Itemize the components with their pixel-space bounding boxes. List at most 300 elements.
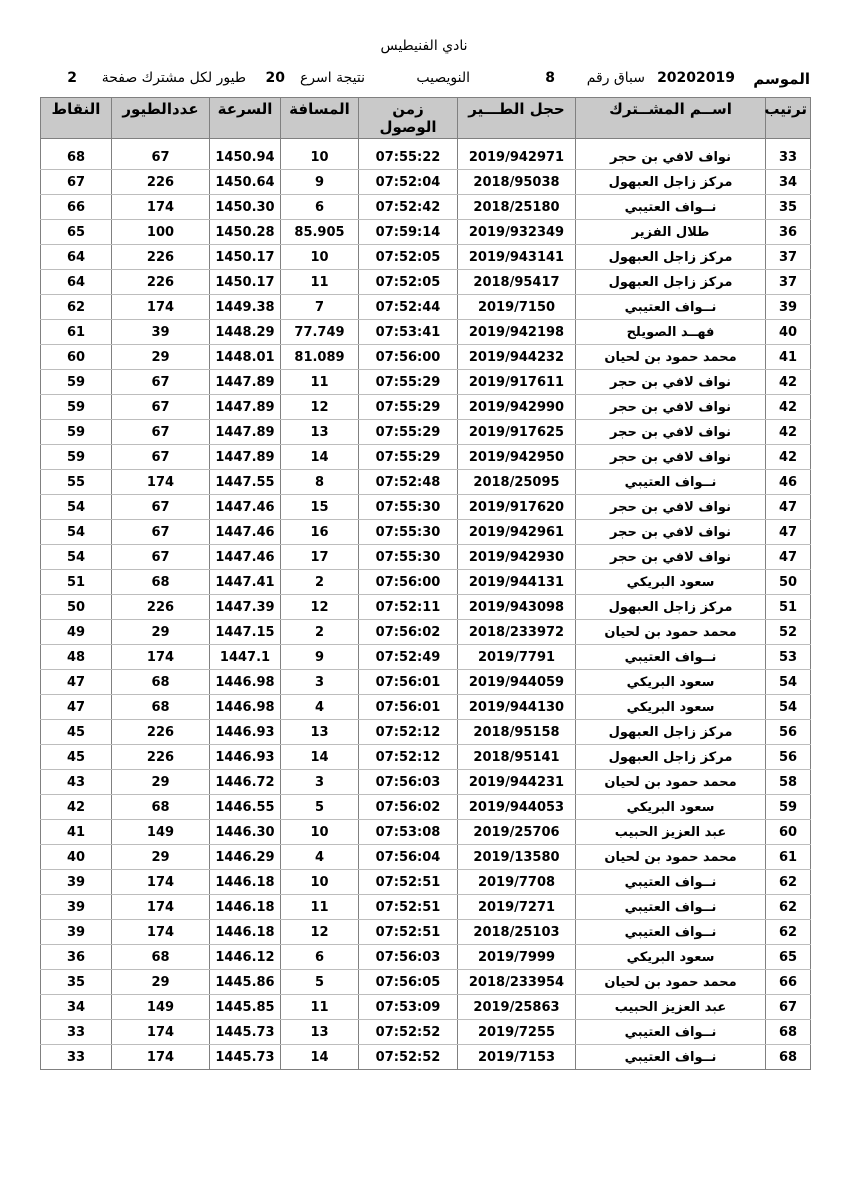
ring-number-cell: 2019/25863: [458, 995, 576, 1020]
arrival-time-cell: 07:55:30: [359, 495, 458, 520]
bird-count-cell: 67: [112, 370, 210, 395]
ring-number-cell: 2019/942930: [458, 545, 576, 570]
rank-cell: 47: [766, 495, 811, 520]
table-row: [41, 595, 811, 620]
bird-count-cell: 174: [112, 470, 210, 495]
rank-cell: 37: [766, 270, 811, 295]
distance-cell: 6: [281, 195, 359, 220]
col-header-points: النقاط: [41, 98, 112, 139]
rank-cell: 59: [766, 795, 811, 820]
points-cell: 41: [41, 820, 112, 845]
points-cell: 67: [41, 170, 112, 195]
distance-cell: 12: [281, 595, 359, 620]
arrival-time-cell: 07:55:29: [359, 420, 458, 445]
results-table: [40, 97, 811, 1070]
race-info-bar: [40, 70, 810, 90]
points-cell: 59: [41, 370, 112, 395]
speed-cell: 1447.89: [210, 395, 281, 420]
ring-number-cell: 2018/95141: [458, 745, 576, 770]
member-name-cell: سعود البريكي: [576, 570, 766, 595]
bird-count-cell: 29: [112, 970, 210, 995]
bird-count-cell: 68: [112, 670, 210, 695]
table-row: [41, 570, 811, 595]
arrival-time-cell: 07:59:14: [359, 220, 458, 245]
rank-cell: 42: [766, 370, 811, 395]
distance-cell: 11: [281, 995, 359, 1020]
member-name-cell: سعود البريكي: [576, 795, 766, 820]
ring-number-cell: 2019/7708: [458, 870, 576, 895]
speed-cell: 1447.89: [210, 420, 281, 445]
arrival-time-cell: 07:52:11: [359, 595, 458, 620]
arrival-time-cell: 07:55:30: [359, 545, 458, 570]
member-name-cell: نواف لافي بن حجر: [576, 145, 766, 170]
speed-cell: 1450.17: [210, 245, 281, 270]
distance-cell: 4: [281, 695, 359, 720]
arrival-time-cell: 07:52:04: [359, 170, 458, 195]
distance-cell: 11: [281, 895, 359, 920]
table-row: [41, 1020, 811, 1045]
distance-cell: 3: [281, 770, 359, 795]
speed-cell: 1450.64: [210, 170, 281, 195]
bird-count-cell: 67: [112, 395, 210, 420]
distance-cell: 81.089: [281, 345, 359, 370]
member-name-cell: نواف لافي بن حجر: [576, 395, 766, 420]
rank-cell: 39: [766, 295, 811, 320]
rank-cell: 62: [766, 870, 811, 895]
ring-number-cell: 2018/25180: [458, 195, 576, 220]
rank-cell: 40: [766, 320, 811, 345]
speed-cell: 1446.98: [210, 670, 281, 695]
rank-cell: 68: [766, 1020, 811, 1045]
rank-cell: 62: [766, 895, 811, 920]
ring-number-cell: 2019/944059: [458, 670, 576, 695]
bird-count-cell: 29: [112, 345, 210, 370]
arrival-time-cell: 07:52:51: [359, 870, 458, 895]
distance-cell: 3: [281, 670, 359, 695]
rank-cell: 62: [766, 920, 811, 945]
ring-number-cell: 2019/943098: [458, 595, 576, 620]
bird-count-cell: 149: [112, 995, 210, 1020]
speed-cell: 1445.73: [210, 1045, 281, 1070]
distance-cell: 13: [281, 1020, 359, 1045]
distance-cell: 11: [281, 270, 359, 295]
club-title: نادي الفنيطيس: [380, 38, 468, 54]
arrival-time-cell: 07:53:41: [359, 320, 458, 345]
arrival-time-cell: 07:52:05: [359, 270, 458, 295]
bird-count-cell: 68: [112, 945, 210, 970]
speed-cell: 1448.01: [210, 345, 281, 370]
season-value: 20202019: [657, 70, 735, 86]
distance-cell: 5: [281, 795, 359, 820]
points-cell: 42: [41, 795, 112, 820]
points-cell: 61: [41, 320, 112, 345]
fastest-count: 20: [265, 70, 285, 86]
speed-cell: 1446.18: [210, 895, 281, 920]
speed-cell: 1446.29: [210, 845, 281, 870]
member-name-cell: نواف لافي بن حجر: [576, 495, 766, 520]
points-cell: 50: [41, 595, 112, 620]
table-row: [41, 495, 811, 520]
table-row: [41, 745, 811, 770]
member-name-cell: عبد العزيز الحبيب: [576, 995, 766, 1020]
rank-cell: 50: [766, 570, 811, 595]
bird-count-cell: 174: [112, 920, 210, 945]
arrival-time-cell: 07:55:22: [359, 145, 458, 170]
bird-count-cell: 174: [112, 645, 210, 670]
points-cell: 64: [41, 245, 112, 270]
points-cell: 62: [41, 295, 112, 320]
table-row: [41, 620, 811, 645]
speed-cell: 1450.94: [210, 145, 281, 170]
race-number-value: 8: [545, 70, 555, 86]
ring-number-cell: 2019/932349: [458, 220, 576, 245]
speed-cell: 1450.28: [210, 220, 281, 245]
bird-count-cell: 67: [112, 495, 210, 520]
points-cell: 36: [41, 945, 112, 970]
speed-cell: 1445.73: [210, 1020, 281, 1045]
speed-cell: 1447.39: [210, 595, 281, 620]
table-row: [41, 520, 811, 545]
distance-cell: 15: [281, 495, 359, 520]
speed-cell: 1445.85: [210, 995, 281, 1020]
rank-cell: 68: [766, 1045, 811, 1070]
speed-cell: 1447.46: [210, 495, 281, 520]
distance-cell: 5: [281, 970, 359, 995]
arrival-time-cell: 07:56:04: [359, 845, 458, 870]
points-cell: 49: [41, 620, 112, 645]
bird-count-cell: 149: [112, 820, 210, 845]
arrival-time-cell: 07:55:29: [359, 395, 458, 420]
member-name-cell: طلال الفزير: [576, 220, 766, 245]
points-cell: 33: [41, 1045, 112, 1070]
result-label: نتيجة اسرع: [299, 70, 365, 86]
member-name-cell: نــواف العتيبي: [576, 195, 766, 220]
arrival-time-cell: 07:55:29: [359, 445, 458, 470]
distance-cell: 7: [281, 295, 359, 320]
arrival-time-cell: 07:52:12: [359, 745, 458, 770]
member-name-cell: نواف لافي بن حجر: [576, 420, 766, 445]
ring-number-cell: 2019/917611: [458, 370, 576, 395]
rank-cell: 46: [766, 470, 811, 495]
member-name-cell: نــواف العتيبي: [576, 920, 766, 945]
ring-number-cell: 2018/25095: [458, 470, 576, 495]
member-name-cell: نواف لافي بن حجر: [576, 370, 766, 395]
points-cell: 54: [41, 495, 112, 520]
points-cell: 47: [41, 695, 112, 720]
bird-count-cell: 39: [112, 320, 210, 345]
arrival-time-cell: 07:56:01: [359, 695, 458, 720]
arrival-time-cell: 07:53:09: [359, 995, 458, 1020]
distance-cell: 14: [281, 745, 359, 770]
table-row: [41, 445, 811, 470]
ring-number-cell: 2019/944130: [458, 695, 576, 720]
table-row: [41, 670, 811, 695]
bird-count-cell: 226: [112, 720, 210, 745]
ring-number-cell: 2018/233972: [458, 620, 576, 645]
arrival-time-cell: 07:56:05: [359, 970, 458, 995]
ring-number-cell: 2019/917625: [458, 420, 576, 445]
table-row: [41, 995, 811, 1020]
rank-cell: 54: [766, 695, 811, 720]
member-name-cell: نواف لافي بن حجر: [576, 545, 766, 570]
points-cell: 45: [41, 745, 112, 770]
speed-cell: 1450.17: [210, 270, 281, 295]
points-cell: 43: [41, 770, 112, 795]
ring-number-cell: 2019/944232: [458, 345, 576, 370]
speed-cell: 1450.30: [210, 195, 281, 220]
col-header-rank: ترتيب: [766, 98, 811, 139]
bird-count-cell: 174: [112, 295, 210, 320]
distance-cell: 85.905: [281, 220, 359, 245]
ring-number-cell: 2019/944053: [458, 795, 576, 820]
distance-cell: 12: [281, 395, 359, 420]
arrival-time-cell: 07:55:29: [359, 370, 458, 395]
rank-cell: 66: [766, 970, 811, 995]
distance-cell: 17: [281, 545, 359, 570]
member-name-cell: نــواف العتيبي: [576, 895, 766, 920]
speed-cell: 1445.86: [210, 970, 281, 995]
rank-cell: 34: [766, 170, 811, 195]
member-name-cell: مركز زاجل العبهول: [576, 245, 766, 270]
arrival-time-cell: 07:56:03: [359, 770, 458, 795]
rank-cell: 60: [766, 820, 811, 845]
arrival-time-cell: 07:52:52: [359, 1045, 458, 1070]
arrival-time-cell: 07:52:51: [359, 920, 458, 945]
points-cell: 34: [41, 995, 112, 1020]
distance-cell: 2: [281, 570, 359, 595]
ring-number-cell: 2019/942950: [458, 445, 576, 470]
speed-cell: 1447.15: [210, 620, 281, 645]
table-row: [41, 245, 811, 270]
member-name-cell: مركز زاجل العبهول: [576, 170, 766, 195]
arrival-time-cell: 07:56:01: [359, 670, 458, 695]
points-cell: 48: [41, 645, 112, 670]
distance-cell: 2: [281, 620, 359, 645]
rank-cell: 52: [766, 620, 811, 645]
table-row: [41, 845, 811, 870]
rank-cell: 37: [766, 245, 811, 270]
arrival-time-cell: 07:56:02: [359, 620, 458, 645]
member-name-cell: مركز زاجل العبهول: [576, 745, 766, 770]
distance-cell: 10: [281, 870, 359, 895]
speed-cell: 1446.18: [210, 920, 281, 945]
bird-count-cell: 67: [112, 145, 210, 170]
ring-number-cell: 2019/25706: [458, 820, 576, 845]
member-name-cell: سعود البريكي: [576, 945, 766, 970]
points-cell: 35: [41, 970, 112, 995]
distance-cell: 14: [281, 1045, 359, 1070]
arrival-time-cell: 07:56:00: [359, 345, 458, 370]
table-row: [41, 320, 811, 345]
rank-cell: 58: [766, 770, 811, 795]
ring-number-cell: 2019/942990: [458, 395, 576, 420]
ring-number-cell: 2019/942961: [458, 520, 576, 545]
rank-cell: 35: [766, 195, 811, 220]
member-name-cell: مركز زاجل العبهول: [576, 720, 766, 745]
bird-count-cell: 67: [112, 520, 210, 545]
ring-number-cell: 2019/7791: [458, 645, 576, 670]
points-cell: 54: [41, 545, 112, 570]
speed-cell: 1446.30: [210, 820, 281, 845]
points-cell: 47: [41, 670, 112, 695]
bird-count-cell: 29: [112, 770, 210, 795]
table-row: [41, 370, 811, 395]
speed-cell: 1447.46: [210, 520, 281, 545]
bird-count-cell: 174: [112, 895, 210, 920]
ring-number-cell: 2019/7153: [458, 1045, 576, 1070]
table-row: [41, 545, 811, 570]
distance-cell: 10: [281, 145, 359, 170]
rank-cell: 61: [766, 845, 811, 870]
member-name-cell: محمد حمود بن لحيان: [576, 620, 766, 645]
table-row: [41, 345, 811, 370]
rank-cell: 67: [766, 995, 811, 1020]
bird-count-cell: 100: [112, 220, 210, 245]
table-row: [41, 170, 811, 195]
speed-cell: 1447.46: [210, 545, 281, 570]
rank-cell: 42: [766, 395, 811, 420]
member-name-cell: فهــد الصويلح: [576, 320, 766, 345]
table-row: [41, 895, 811, 920]
rank-cell: 53: [766, 645, 811, 670]
points-cell: 40: [41, 845, 112, 870]
member-name-cell: محمد حمود بن لحيان: [576, 770, 766, 795]
ring-number-cell: 2019/917620: [458, 495, 576, 520]
arrival-time-cell: 07:53:08: [359, 820, 458, 845]
arrival-time-cell: 07:52:44: [359, 295, 458, 320]
bird-count-cell: 68: [112, 695, 210, 720]
table-row: [41, 1045, 811, 1070]
distance-cell: 6: [281, 945, 359, 970]
bird-count-cell: 67: [112, 445, 210, 470]
member-name-cell: نواف لافي بن حجر: [576, 520, 766, 545]
points-cell: 45: [41, 720, 112, 745]
ring-number-cell: 2019/942198: [458, 320, 576, 345]
table-row: [41, 220, 811, 245]
distance-cell: 4: [281, 845, 359, 870]
arrival-time-cell: 07:52:42: [359, 195, 458, 220]
distance-cell: 12: [281, 920, 359, 945]
table-header-row: [41, 98, 811, 139]
bird-count-cell: 174: [112, 195, 210, 220]
race-route: النويصيب: [416, 70, 470, 86]
member-name-cell: سعود البريكي: [576, 695, 766, 720]
table-row: [41, 920, 811, 945]
season-label: الموسم: [753, 70, 810, 88]
ring-number-cell: 2019/7271: [458, 895, 576, 920]
speed-cell: 1446.93: [210, 720, 281, 745]
member-name-cell: محمد حمود بن لحيان: [576, 970, 766, 995]
points-cell: 39: [41, 870, 112, 895]
speed-cell: 1446.55: [210, 795, 281, 820]
speed-cell: 1449.38: [210, 295, 281, 320]
bird-count-cell: 68: [112, 795, 210, 820]
table-row: [41, 945, 811, 970]
table-row: [41, 970, 811, 995]
speed-cell: 1446.72: [210, 770, 281, 795]
table-row: [41, 395, 811, 420]
speed-cell: 1447.41: [210, 570, 281, 595]
ring-number-cell: 2019/943141: [458, 245, 576, 270]
member-name-cell: نــواف العتيبي: [576, 870, 766, 895]
rank-cell: 56: [766, 720, 811, 745]
points-cell: 59: [41, 445, 112, 470]
member-name-cell: مركز زاجل العبهول: [576, 595, 766, 620]
ring-number-cell: 2019/7999: [458, 945, 576, 970]
table-row: [41, 645, 811, 670]
points-cell: 33: [41, 1020, 112, 1045]
speed-cell: 1447.89: [210, 370, 281, 395]
points-cell: 51: [41, 570, 112, 595]
rank-cell: 51: [766, 595, 811, 620]
table-row: [41, 720, 811, 745]
ring-number-cell: 2019/13580: [458, 845, 576, 870]
member-name-cell: سعود البريكي: [576, 670, 766, 695]
speed-cell: 1446.12: [210, 945, 281, 970]
table-row: [41, 470, 811, 495]
member-name-cell: نواف لافي بن حجر: [576, 445, 766, 470]
rank-cell: 41: [766, 345, 811, 370]
table-row: [41, 270, 811, 295]
distance-cell: 10: [281, 245, 359, 270]
page-number: 2: [67, 70, 77, 86]
table-row: [41, 820, 811, 845]
ring-number-cell: 2019/944231: [458, 770, 576, 795]
bird-count-cell: 29: [112, 620, 210, 645]
distance-cell: 10: [281, 820, 359, 845]
arrival-time-cell: 07:56:03: [359, 945, 458, 970]
member-name-cell: نــواف العتيبي: [576, 645, 766, 670]
table-row: [41, 695, 811, 720]
member-name-cell: مركز زاجل العبهول: [576, 270, 766, 295]
bird-count-cell: 226: [112, 595, 210, 620]
bird-count-cell: 67: [112, 420, 210, 445]
table-row: [41, 870, 811, 895]
arrival-time-cell: 07:52:49: [359, 645, 458, 670]
ring-number-cell: 2018/25103: [458, 920, 576, 945]
member-name-cell: عبد العزيز الحبيب: [576, 820, 766, 845]
table-row: [41, 145, 811, 170]
rank-cell: 47: [766, 545, 811, 570]
table-row: [41, 195, 811, 220]
table-row: [41, 770, 811, 795]
speed-cell: 1446.93: [210, 745, 281, 770]
arrival-time-cell: 07:52:48: [359, 470, 458, 495]
arrival-time-cell: 07:52:05: [359, 245, 458, 270]
rank-cell: 33: [766, 145, 811, 170]
per-member-label: طيور لكل مشترك صفحة: [101, 70, 246, 86]
rank-cell: 47: [766, 520, 811, 545]
distance-cell: 13: [281, 420, 359, 445]
ring-number-cell: 2018/95158: [458, 720, 576, 745]
speed-cell: 1448.29: [210, 320, 281, 345]
distance-cell: 8: [281, 470, 359, 495]
bird-count-cell: 174: [112, 1045, 210, 1070]
bird-count-cell: 226: [112, 745, 210, 770]
points-cell: 59: [41, 395, 112, 420]
points-cell: 68: [41, 145, 112, 170]
distance-cell: 16: [281, 520, 359, 545]
distance-cell: 13: [281, 720, 359, 745]
bird-count-cell: 174: [112, 1020, 210, 1045]
rank-cell: 65: [766, 945, 811, 970]
col-header-distance: المسافة: [281, 98, 359, 139]
bird-count-cell: 226: [112, 270, 210, 295]
ring-number-cell: 2019/7150: [458, 295, 576, 320]
member-name-cell: نــواف العتيبي: [576, 1020, 766, 1045]
distance-cell: 77.749: [281, 320, 359, 345]
ring-number-cell: 2018/95417: [458, 270, 576, 295]
